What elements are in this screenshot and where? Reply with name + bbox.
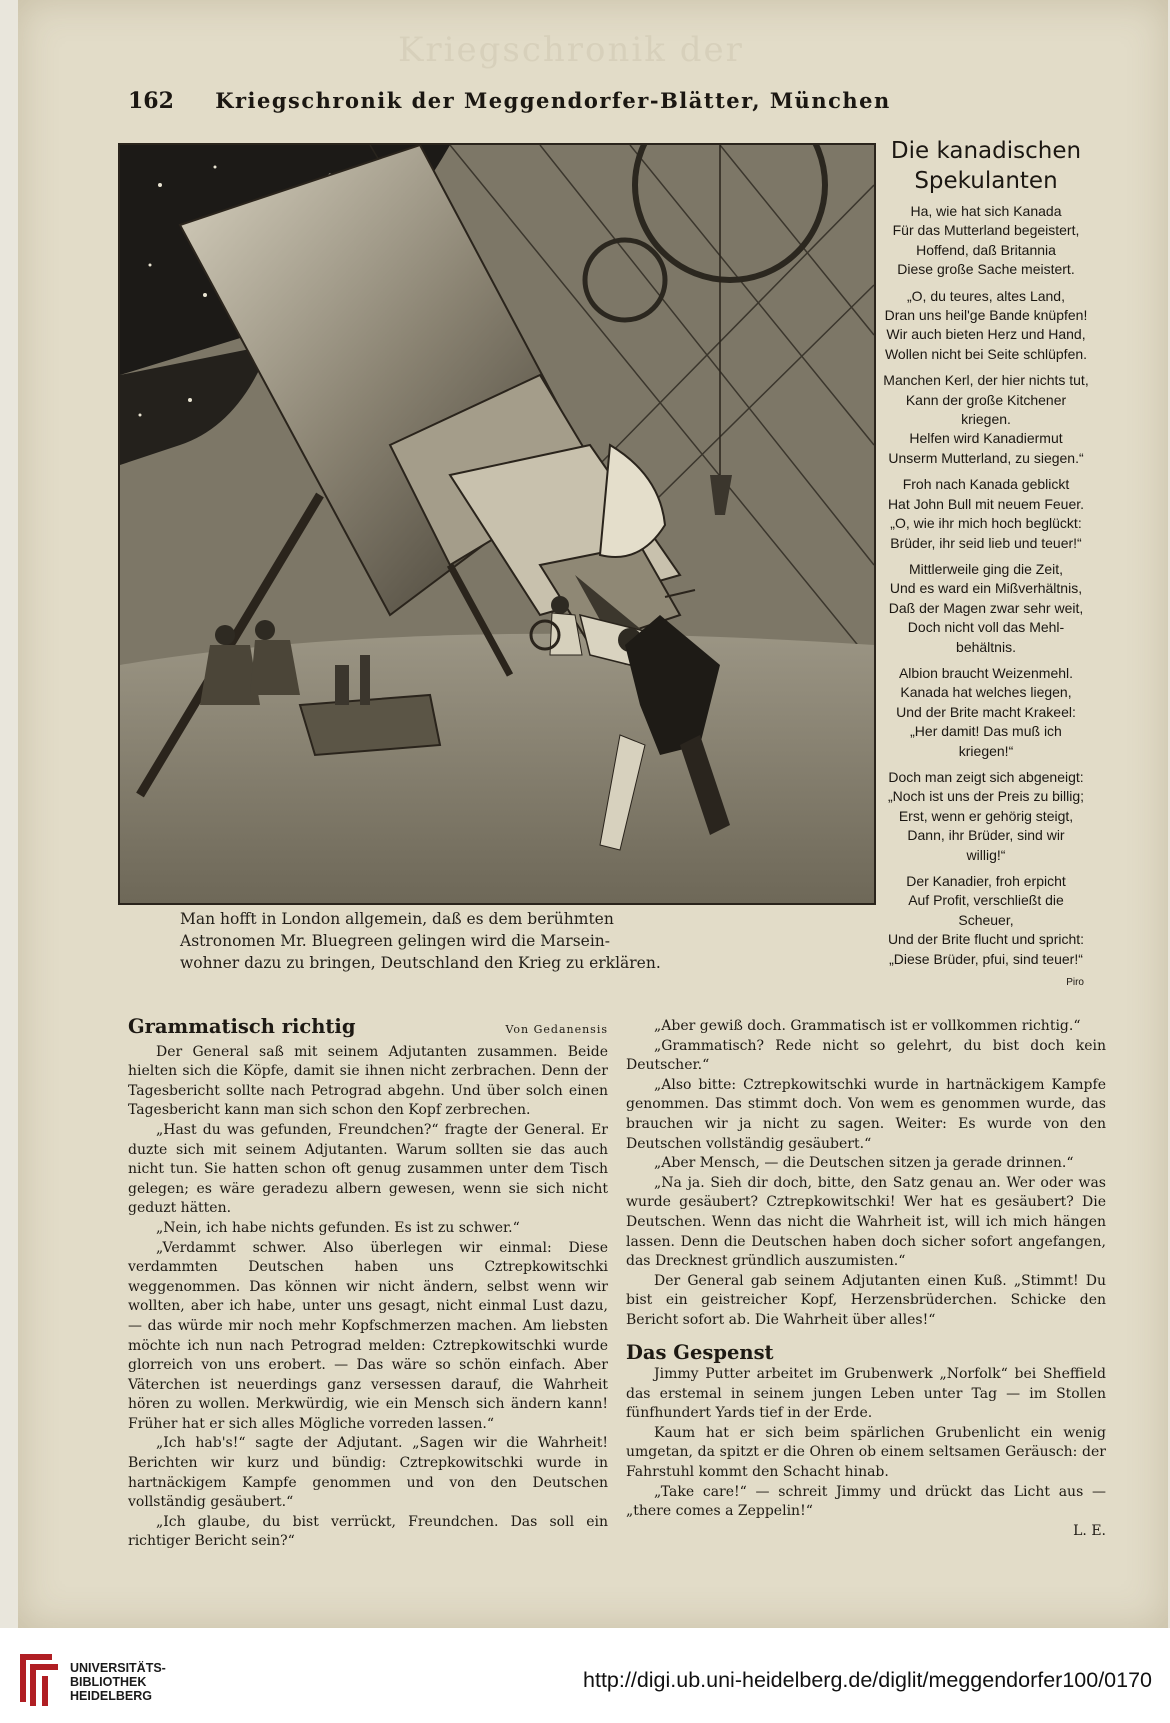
library-footer <box>0 1628 1170 1723</box>
page-header <box>128 88 918 122</box>
poem-line: Brüder, ihr seid lieb und teuer!“ <box>890 534 1082 551</box>
article-paragraph: „Verdammt schwer. Also überlegen wir einmal: Diese verdammten Deutschen haben uns Cztrepkowitschki weggenommen. Das können wir nicht ändern, selbst wenn wir wollten, aber ich habe, unter uns gesagt, nicht einmal Lust dazu, — das würde mir noch mehr Kopfschmerzen machen. Am liebsten möchte ich nun nach Petrograd melden: Cztrepkowitschki wurde glorreich von uns erobert. — Das wäre so schön einfach. Aber Väterchen ist neuerdings ganz versessen darauf, die Wahrheit hören zu wollen. Merkwürdig, wie ein Mensch sich ändern kann! Früher hat er sich alles Mögliche vorreden lassen.“ <box>128 1239 608 1432</box>
poem-line: Wollen nicht bei Seite schlüpfen. <box>884 345 1088 362</box>
poem-title-line: Spekulanten <box>914 168 1058 194</box>
poem-line: Diese große Sache meistert. <box>897 261 1075 278</box>
article-paragraph: „Aber Mensch, — die Deutschen sitzen ja gerade drinnen.“ <box>654 1155 1074 1172</box>
poem-title <box>880 136 1092 196</box>
poem-line: „O, du teures, altes Land, <box>907 287 1065 304</box>
article-paragraph: „Nein, ich habe nichts gefunden. Es ist zu schwer.“ <box>156 1219 520 1236</box>
poem-line: Dran uns heil'ge Bande knüpfen! <box>884 307 1088 324</box>
poem-line: kriegen. <box>961 411 1011 428</box>
poem-line: Und der Brite flucht und spricht: <box>887 931 1085 948</box>
poem-stanza <box>880 664 1092 761</box>
poem-line: „Diese Brüder, pfui, sind teuer!“ <box>889 950 1083 967</box>
poem-stanza <box>880 560 1092 657</box>
poem-line: Mittlerweile ging die Zeit, <box>908 560 1064 577</box>
article-heading <box>128 1017 608 1040</box>
article-paragraph: „Hast du was gefunden, Freundchen?“ fragte der General. Er duzte sich mit seinem Adjutanten. Warum sollten sie das auch nicht tun. Sie hatten schon oft genug zusammen unter dem Tisch gelegen; es wäre geradezu albern gewesen, wenn sie sich nicht geduzt hätten. <box>128 1121 608 1217</box>
article-author: Von Gedanensis <box>505 1023 608 1036</box>
poem-column <box>880 136 1092 992</box>
article-paragraph: Der General gab seinem Adjutanten einen Kuß. „Stimmt! Du bist ein geistreicher Kopf, Herzensbrüderchen. Schicke den Bericht sofort ab. Die Wahrheit über alles!“ <box>626 1272 1106 1328</box>
article-paragraph: „Grammatisch? Rede nicht so gelehrt, du bist doch kein Deutscher.“ <box>626 1037 1106 1074</box>
article-signature: L. E. <box>1073 1522 1106 1539</box>
poem-stanza <box>880 202 1092 280</box>
poem-line: Doch nicht voll das Mehl- <box>907 619 1065 636</box>
poem-stanza <box>880 475 1092 553</box>
article-title: Das Gespenst <box>626 1340 774 1364</box>
article-paragraph: „Ich hab's!“ sagte der Adjutant. „Sagen wir die Wahrheit! Berichten wir kurz und bündig: Cztrepkowitschki wurde in hartnäckigem Kampfe genommen und von den Deutschen vollständig gesäubert.“ <box>128 1435 608 1511</box>
article-heading <box>626 1340 1106 1364</box>
poem-line: Hat John Bull mit neuem Feuer. <box>887 495 1085 512</box>
poem-line: Wir auch bieten Herz und Hand, <box>886 326 1086 343</box>
source-url-link[interactable]: http://digi.ub.uni-heidelberg.de/diglit/meggendorfer100/0170 <box>583 1668 1152 1692</box>
poem-line: „Her damit! Das muß ich <box>910 723 1062 740</box>
poem-line: Helfen wird Kanadiermut <box>909 430 1063 447</box>
article-paragraph: „Also bitte: Cztrepkowitschki wurde in hartnäckigem Kampfe genommen. Das stimmt doch. Von wem es genommen wurde, das brauchen wir ja nicht zu sagen. Weiter: Es wurde von den Deutschen vollständig gesäubert.“ <box>626 1076 1106 1152</box>
poem-line: Erst, wenn er gehörig steigt, <box>898 807 1074 824</box>
poem-line: „O, wie ihr mich hoch beglückt: <box>890 515 1082 532</box>
illustration-caption <box>180 908 820 974</box>
caption-line: Astronomen Mr. Bluegreen gelingen wird die Marsein- <box>180 932 611 950</box>
caption-line: Man hofft in London allgemein, daß es dem berühmten <box>180 910 614 928</box>
poem-stanza <box>880 872 1092 969</box>
right-text-column <box>626 1017 1106 1541</box>
article-paragraph: „Ich glaube, du bist verrückt, Freundchen. Das soll ein richtiger Bericht sein?“ <box>128 1513 608 1550</box>
poem-stanza <box>880 371 1092 468</box>
telescope-illustration <box>118 143 876 905</box>
page-number: 162 <box>128 88 174 114</box>
poem-line: Unserm Mutterland, zu siegen.“ <box>888 449 1084 466</box>
library-name-line: HEIDELBERG <box>70 1689 152 1703</box>
library-name-line: BIBLIOTHEK <box>70 1675 147 1689</box>
article-title: Grammatisch richtig <box>128 1015 356 1038</box>
poem-stanza <box>880 287 1092 365</box>
article-paragraph: „Na ja. Sieh dir doch, bitte, den Satz genau an. Wer oder was wurde gesäubert? Cztrepkowitschki! Wer hat es gesäubert? Die Deutschen. Wenn das nicht die Wahrheit ist, will ich mich hängen lassen. Denn die Deutschen haben doch sicher sofort angefangen, das Drecknest gründlich auszumisten.“ <box>626 1174 1106 1270</box>
library-name <box>70 1661 166 1703</box>
poem-line: Und der Brite macht Krakeel: <box>896 703 1076 720</box>
poem-line: Ha, wie hat sich Kanada <box>910 203 1062 219</box>
poem-line: Manchen Kerl, der hier nichts tut, <box>883 372 1089 389</box>
poem-line: Albion braucht Weizenmehl. <box>898 664 1074 681</box>
poem-line: Scheuer, <box>958 911 1014 928</box>
telescope-drawing <box>120 145 874 903</box>
poem-line: Dann, ihr Brüder, sind wir <box>907 827 1065 844</box>
article-paragraph: Kaum hat er sich beim spärlichen Grubenlicht ein wenig umgetan, da spitzt er die Ohren ob einem seltsamen Geräusch: der Fahrstuhl kommt den Schacht hinab. <box>626 1424 1106 1481</box>
poem-title-line: Die kanadischen <box>890 138 1082 164</box>
article-paragraph: „Take care!“ — schreit Jimmy und drückt das Licht aus — „there comes a Zeppelin!“ <box>626 1483 1106 1520</box>
poem-line: kriegen!“ <box>958 742 1014 759</box>
poem-line: Hoffend, daß Britannia <box>916 241 1056 258</box>
library-name-line: UNIVERSITÄTS- <box>70 1661 166 1675</box>
poem-line: Kanada hat welches liegen, <box>900 684 1072 701</box>
poem-line: Und es ward ein Mißverhältnis, <box>889 580 1083 597</box>
poem-line: willig!“ <box>966 846 1006 863</box>
poem-line: Doch man zeigt sich abgeneigt: <box>888 768 1084 785</box>
article-paragraph: Der General saß mit seinem Adjutanten zusammen. Beide hielten sich die Köpfe, damit sie ihnen nicht zerbrachen. Denn der Tagesbericht sollte nach Petrograd abgehn. Und über solch einen Tagesbericht kann man sich schon den Kopf zerbrechen. <box>128 1043 608 1119</box>
bleed-through-text: Kriegschronik der <box>398 30 744 70</box>
poem-stanza <box>880 768 1092 865</box>
poem-signature: Piro <box>1066 977 1084 989</box>
poem-line: Für das Mutterland begeistert, <box>892 222 1080 239</box>
poem-line: Froh nach Kanada geblickt <box>902 476 1070 493</box>
caption-line: wohner dazu zu bringen, Deutschland den Krieg zu erklären. <box>180 954 661 972</box>
poem-line: Auf Profit, verschließt die <box>908 892 1064 909</box>
running-title: Kriegschronik der Meggendorfer-Blätter, München <box>215 88 891 113</box>
poem-line: „Noch ist uns der Preis zu billig; <box>887 788 1085 805</box>
poem-line: behältnis. <box>956 638 1016 655</box>
left-text-column <box>128 1017 608 1552</box>
article-paragraph: „Aber gewiß doch. Grammatisch ist er vollkommen richtig.“ <box>654 1018 1081 1034</box>
poem-line: Kann der große Kitchener <box>905 391 1067 408</box>
university-library-logo-icon <box>12 1650 64 1710</box>
article-paragraph: Jimmy Putter arbeitet im Grubenwerk „Norfolk“ bei Sheffield das erstemal in seinem jungen Leben unter Tag — im Stollen fünfhundert Yards tief in der Erde. <box>626 1366 1106 1422</box>
poem-line: Der Kanadier, froh erpicht <box>906 873 1066 889</box>
poem-line: Daß der Magen zwar sehr weit, <box>888 599 1084 616</box>
